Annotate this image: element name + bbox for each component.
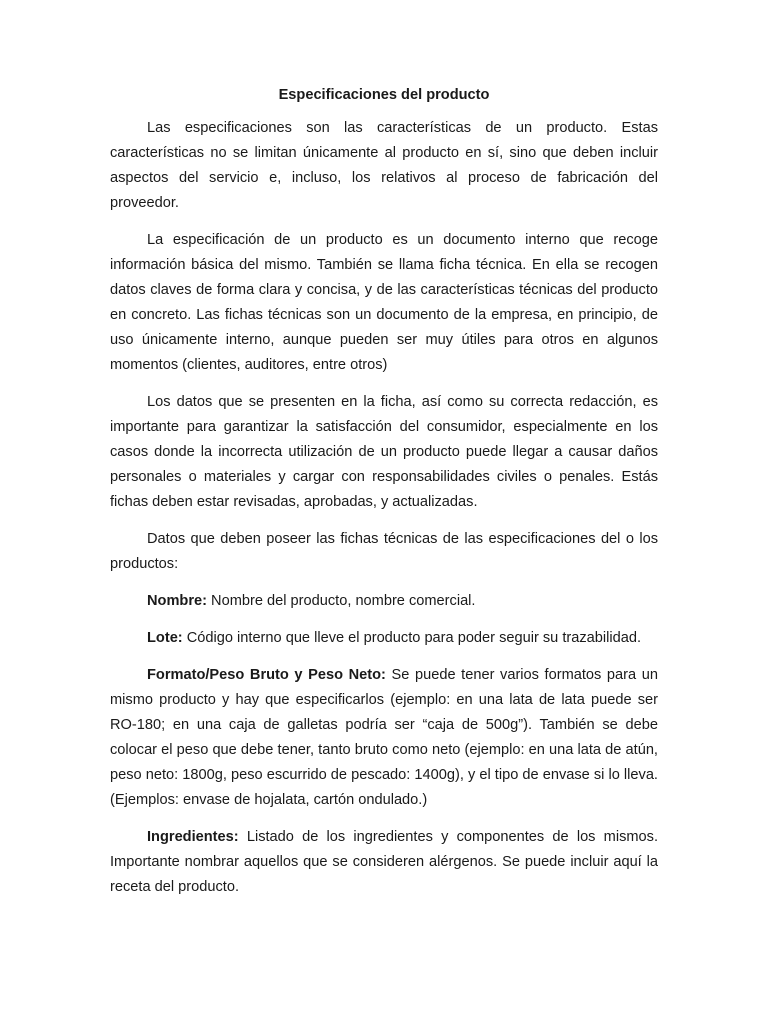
list-item-ingredientes	[110, 825, 658, 900]
text-nombre: Nombre del producto, nombre comercial.	[207, 593, 476, 609]
paragraph-definition: Las especificaciones son las características de un producto. Estas características no se limitan únicamente al producto en sí, sino que deben incluir aspectos del servicio e, incluso, los relativos al proceso de fabricación del proveedor.	[110, 120, 658, 211]
list-item-lote	[110, 626, 658, 651]
text-lote: Código interno que lleve el producto para poder seguir su trazabilidad.	[182, 630, 642, 646]
term-nombre: Nombre:	[147, 593, 207, 609]
document-page	[110, 84, 658, 912]
list-item-nombre	[110, 589, 658, 614]
term-ingredientes: Ingredientes:	[147, 829, 239, 845]
paragraph-importance: Los datos que se presenten en la ficha, así como su correcta redacción, es importante para garantizar la satisfacción del consumidor, especialmente en los casos donde la incorrecta utilización de un producto puede llegar a causar daños personales o materiales y cargar con responsabilidades civiles o penales. Estás fichas deben estar revisadas, aprobadas, y actualizadas.	[110, 394, 658, 510]
text-formato: Se puede tener varios formatos para un mismo producto y hay que especificarlos (ejemplo: en una lata de lata puede ser RO-180; en una caja de galletas podría ser “caja de 500g”). También se debe colocar el peso que debe tener, tanto bruto como neto (ejemplo: en una lata de atún, peso neto: 1800g, peso escurrido de pescado: 1400g), y el tipo de envase si lo lleva. (Ejemplos: envase de hojalata, cartón ondulado.)	[110, 667, 658, 808]
paragraph-datos-intro: Datos que deben poseer las fichas técnicas de las especificaciones del o los productos:	[110, 531, 658, 572]
term-formato: Formato/Peso Bruto y Peso Neto:	[147, 667, 386, 683]
text-ingredientes: Listado de los ingredientes y componentes de los mismos. Importante nombrar aquellos que se consideren alérgenos. Se puede incluir aquí la receta del producto.	[110, 829, 658, 895]
paragraph-ficha-tecnica: La especificación de un producto es un documento interno que recoge información básica del mismo. También se llama ficha técnica. En ella se recogen datos claves de forma clara y concisa, y de las características técnicas del producto en concreto. Las fichas técnicas son un documento de la empresa, en principio, de uso únicamente interno, aunque pueden ser muy útiles para otros en algunos momentos (clientes, auditores, entre otros)	[110, 232, 658, 373]
list-item-formato	[110, 663, 658, 813]
document-title: Especificaciones del producto	[278, 87, 490, 103]
term-lote: Lote:	[147, 630, 183, 646]
